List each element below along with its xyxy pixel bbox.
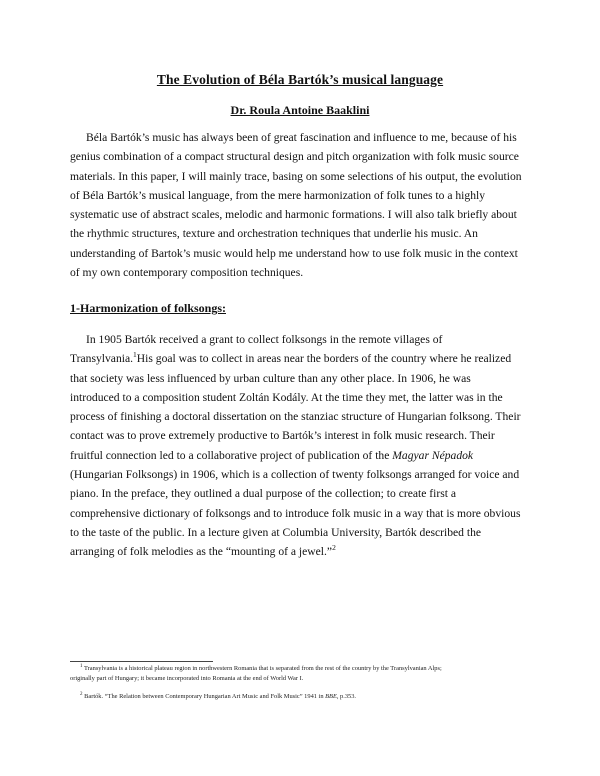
paper-title: The Evolution of Béla Bartók’s musical language bbox=[156, 72, 444, 87]
paragraph-line: materials. In this paper, I will mainly trace, basing on some selections of his output, the evolution bbox=[70, 169, 522, 183]
footnote-divider bbox=[70, 661, 213, 662]
paragraph-line: that society was less influenced by urban culture than any other place. In 1906, he was bbox=[70, 371, 471, 385]
paragraph-line: (Hungarian Folksongs) in 1906, which is a collection of twenty folksongs arranged for voice and bbox=[70, 468, 520, 482]
paragraph-line: In 1905 Bartók received a grant to collect folksongs in the remote villages of bbox=[86, 333, 443, 346]
footnote-2: $^2$ Bartók. “The Relation between Contemporary Hungarian Art Music and Folk Music” 1941 in BBE, p.353. bbox=[80, 692, 357, 700]
paragraph-line: fruitful connection led to a collaborative project of publication of the Magyar Népadok bbox=[70, 448, 474, 462]
footnote-ref-2[interactable]: 2 bbox=[332, 543, 336, 553]
harmonization-paragraph bbox=[70, 330, 530, 562]
paragraph-line: comprehensive dictionary of folksongs and to introduce folk music in a way that is more obvious bbox=[70, 506, 521, 520]
paragraph-line: of Béla Bartók’s musical language, from the mere harmonization of folk tunes to a highly bbox=[70, 188, 486, 202]
footnote-1: $^1$ Transylvania is a historical plateau region in northwestern Romania that is separated from the rest of the country by the Transylvanian Alps; originally part of Hungary; it became incorporated into Romania at the end of World War I. bbox=[70, 664, 442, 682]
paragraph-line: to the taste of the public. In a lecture given at Columbia University, Bartók described the bbox=[70, 525, 482, 539]
paragraph-line: process of finishing a doctoral dissertation on the stanziac structure of Hungarian folksong. Their bbox=[70, 410, 521, 424]
author-name: Dr. Roula Antoine Baaklini bbox=[230, 103, 370, 117]
paragraph-line: genius combination of a compact structural design and pitch organization with folk music source bbox=[70, 150, 519, 164]
section-heading: 1-Harmonization of folksongs: bbox=[70, 301, 226, 315]
paragraph-line: understanding of Bartok’s music would help me understand how to use folk music in the context bbox=[70, 246, 518, 260]
paragraph-line: Transylvania.$^1$His goal was to collect in areas near the borders of the country where he realized bbox=[70, 350, 512, 366]
paragraph-line: Béla Bartók’s music has always been of great fascination and influence to me, because of his bbox=[86, 131, 517, 144]
paragraph-line: piano. In the preface, they outlined a dual purpose of the collection; to create first a bbox=[70, 487, 456, 501]
paragraph-line: arranging of folk melodies as the “mounting of a jewel.”$^2$ bbox=[70, 543, 336, 559]
publication-title: Magyar Népadok bbox=[392, 448, 474, 462]
paragraph-line: the rhythmic structures, texture and orchestration techniques that underlie his music. An bbox=[70, 227, 478, 241]
paragraph-line: systematic use of abstract scales, melodic and harmonic formations. I will also talk briefly about bbox=[70, 208, 517, 222]
paragraph-line: of my own contemporary composition techniques. bbox=[70, 266, 304, 280]
footnote-ref-1[interactable]: 1 bbox=[133, 350, 137, 360]
intro-paragraph bbox=[70, 128, 530, 282]
paragraph-line: introduced to a composition student Zoltán Kodály. At the time they met, the latter was in the bbox=[70, 390, 503, 404]
paragraph-line: contact was to prove extremely productive to Bartók’s interest in folk music research. Their bbox=[70, 429, 495, 443]
